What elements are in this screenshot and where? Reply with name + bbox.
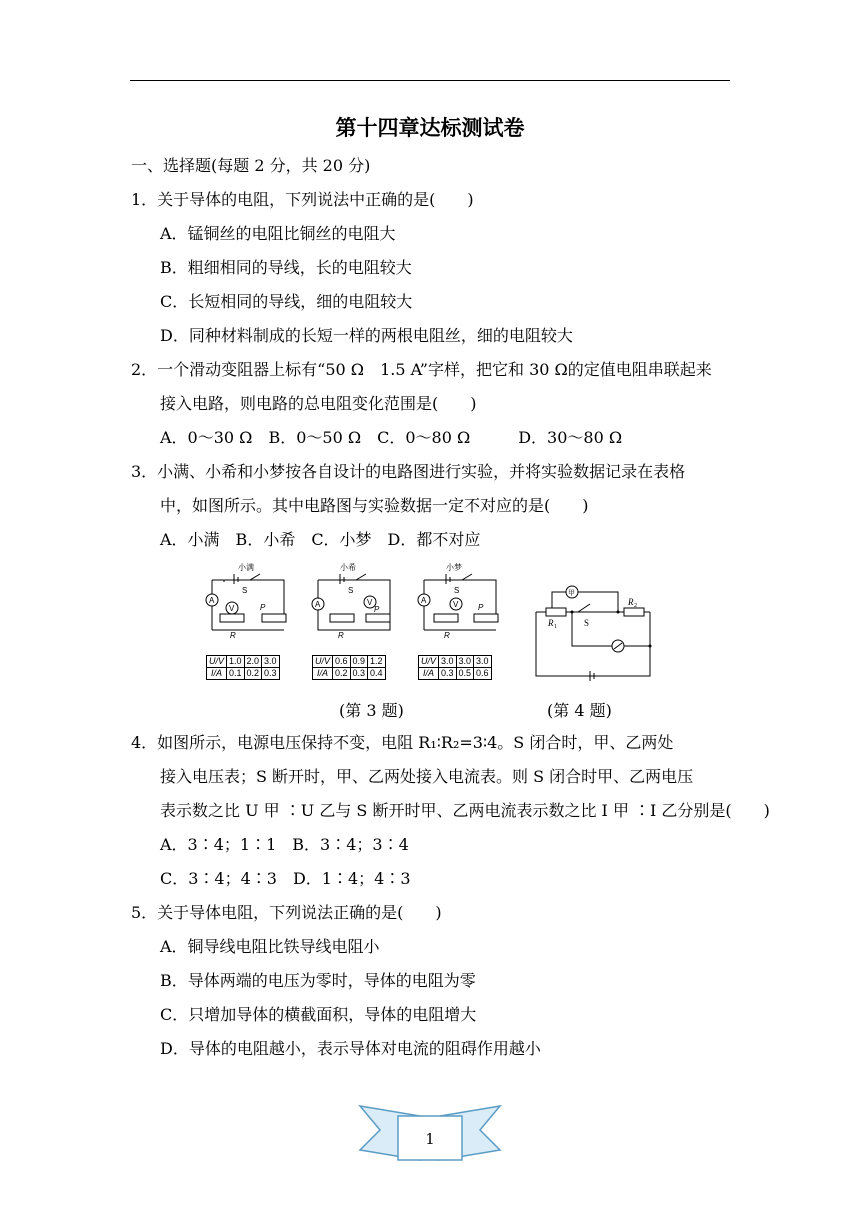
q1-option-d: D．同种材料制成的长短一样的两根电阻丝，细的电阻较大 — [160, 326, 573, 345]
figure-3-caption: (第 3 题) — [339, 701, 404, 720]
q4-stem-line1: 4．如图所示，电源电压保持不变，电阻 R₁∶R₂=3∶4。S 闭合时，甲、乙两处 — [131, 733, 674, 752]
q4-stem-line3: 表示数之比 U 甲 ∶U 乙与 S 断开时甲、乙两电流表示数之比 I 甲 ∶I 乙分别是( ) — [160, 801, 770, 820]
svg-text:R: R — [230, 631, 236, 640]
svg-text:P: P — [478, 603, 484, 612]
q3-stem-line1: 3．小满、小希和小梦按各自设计的电路图进行实验，并将实验数据记录在表格 — [131, 462, 686, 481]
svg-text:R: R — [444, 631, 450, 640]
figure-4-caption: (第 4 题) — [547, 701, 612, 720]
q4-options-row2: C．3∶4；4∶3 D．1∶4；4∶3 — [160, 869, 411, 888]
svg-text:S: S — [584, 618, 590, 628]
svg-text:S: S — [242, 586, 248, 595]
q3-circuit-figures — [204, 560, 504, 646]
section-heading: 一、选择题(每题 2 分，共 20 分) — [131, 156, 371, 175]
q1-option-b: B．粗细相同的导线，长的电阻较大 — [160, 258, 412, 277]
svg-text:甲: 甲 — [568, 589, 575, 597]
data-table-xiaoxi: U/V 0.6 0.9 1.2 I/A 0.2 0.3 0.4 — [312, 655, 386, 680]
svg-text:S: S — [454, 586, 460, 595]
circuit-xiaomeng — [418, 562, 498, 640]
q2-options: A．0～30 Ω B．0～50 Ω C．0～80 Ω D．30～80 Ω — [160, 428, 623, 447]
svg-text:P: P — [374, 605, 380, 614]
svg-text:1: 1 — [554, 624, 557, 630]
circuit-xiaoman — [206, 562, 286, 640]
q5-stem: 5．关于导体电阻，下列说法正确的是( ) — [131, 903, 442, 922]
svg-text:V: V — [367, 598, 373, 607]
svg-text:R: R — [548, 618, 554, 628]
q5-option-b: B．导体两端的电压为零时，导体的电阻为零 — [160, 971, 476, 990]
svg-text:P: P — [260, 603, 266, 612]
svg-text:S: S — [348, 586, 354, 595]
page-title: 第十四章达标测试卷 — [335, 116, 525, 140]
svg-text:R: R — [338, 631, 344, 640]
circuit-name: 小梦 — [446, 563, 462, 572]
q2-stem-line1: 2．一个滑动变阻器上标有“50 Ω 1.5 A”字样，把它和 30 Ω的定值电阻串联起来 — [131, 360, 712, 379]
header-rule — [130, 80, 730, 81]
data-table-xiaomeng: U/V 3.0 3.0 3.0 I/A 0.3 0.5 0.6 — [418, 655, 492, 680]
q5-option-a: A．铜导线电阻比铁导线电阻小 — [160, 937, 380, 956]
svg-text:2: 2 — [634, 603, 637, 609]
q1-option-c: C．长短相同的导线，细的电阻较大 — [160, 292, 413, 311]
data-table-xiaoman: U/V 1.0 2.0 3.0 I/A 0.1 0.2 0.3 — [206, 655, 280, 680]
q3-options: A．小满 B．小希 C．小梦 D．都不对应 — [160, 530, 481, 549]
circuit-xiaoxi — [312, 562, 390, 640]
svg-text:V: V — [453, 600, 459, 609]
svg-text:R: R — [628, 597, 634, 607]
page-number: 1 — [425, 1130, 435, 1148]
svg-text:V: V — [229, 604, 235, 613]
circuit-name: 小希 — [340, 563, 356, 572]
q3-stem-line2: 中，如图所示。其中电路图与实验数据一定不对应的是( ) — [160, 496, 589, 515]
svg-text:A: A — [315, 600, 321, 609]
svg-text:A: A — [421, 596, 427, 605]
q5-option-c: C．只增加导体的横截面积，导体的电阻增大 — [160, 1005, 477, 1024]
q1-option-a: A．锰铜丝的电阻比铜丝的电阻大 — [160, 224, 396, 243]
q4-stem-line2: 接入电压表；S 断开时，甲、乙两处接入电流表。则 S 闭合时甲、乙两电压 — [160, 767, 694, 786]
circuit-name: 小满 — [238, 563, 254, 572]
svg-text:A: A — [209, 596, 215, 605]
q5-option-d: D．导体的电阻越小，表示导体对电流的阻碍作用越小 — [160, 1039, 541, 1058]
q4-options-row1: A．3∶4；1∶1 B．3∶4；3∶4 — [160, 835, 409, 854]
q1-stem: 1．关于导体的电阻，下列说法中正确的是( ) — [131, 190, 474, 209]
q4-circuit-figure — [528, 578, 658, 682]
q2-stem-line2: 接入电路，则电路的总电阻变化范围是( ) — [160, 394, 477, 413]
